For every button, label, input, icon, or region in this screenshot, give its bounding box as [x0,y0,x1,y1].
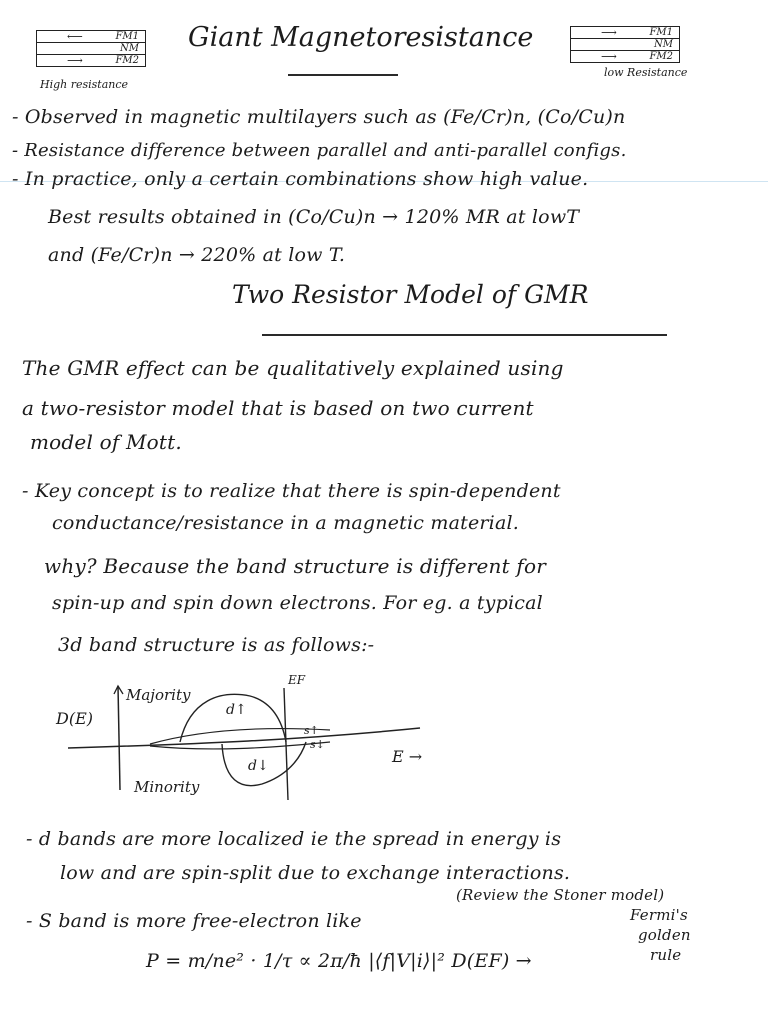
stoner-note: (Review the Stoner model) [456,886,665,904]
concept-line-1: - Key concept is to realize that there is spin-dependent [22,480,561,502]
fermi-level-line [284,688,288,800]
d-bands-line-2: low and are spin-split due to exchange interactions. [60,862,571,884]
fermi-note-1: Fermi's [630,906,688,924]
layer-label: FM2 [649,51,673,62]
y-axis-label: D(E) [56,709,93,728]
fermi-note-2: golden [638,926,691,944]
layer-label: FM2 [115,55,139,66]
ef-label: EF [288,673,306,687]
fermi-note-3: rule [650,946,682,964]
intro-bullet-1: - Observed in magnetic multilayers such as (Fe/Cr)n, (Co/Cu)n [12,106,626,128]
concept-line-2: conductance/resistance in a magnetic material. [52,512,519,534]
high-resistance-caption: High resistance [40,78,129,91]
x-axis-label: E → [392,747,423,766]
fermi-golden-rule-formula: P = m/ne² · 1/τ ∝ 2π/ħ |⟨f|V|i⟩|² D(EF) → [146,950,532,972]
arrow-left-icon: ⟵ [67,30,83,43]
paragraph-line-2: a two-resistor model that is based on two current [22,396,534,420]
intro-line-5: and (Fe/Cr)n → 220% at low T. [48,244,346,266]
concept-line-5: 3d band structure is as follows:- [58,634,375,656]
s-up-label: s↑ [304,724,319,737]
section-title: Two Resistor Model of GMR [232,280,589,309]
low-resistance-caption: low Resistance [604,66,688,79]
concept-line-4: spin-up and spin down electrons. For eg. a typical [52,592,543,614]
intro-bullet-2: - Resistance difference between parallel and anti-parallel configs. [12,140,627,161]
arrow-right-icon: ⟶ [601,50,617,63]
layer-label: NM [120,43,139,54]
s-band-line: - S band is more free-electron like [26,910,362,932]
intro-bullet-3: - In practice, only a certain combinations show high value. [12,168,589,190]
layer-label: NM [654,39,673,50]
minority-label: Minority [134,778,200,796]
d-bands-line-1: - d bands are more localized ie the spread in energy is [26,828,562,850]
y-axis [118,686,120,790]
paragraph-line-3: model of Mott. [30,430,182,454]
d-up-label: d↑ [226,702,247,718]
energy-axis [68,728,420,748]
concept-line-3: why? Because the band structure is different for [44,554,547,578]
page-title: Giant Magnetoresistance [188,22,534,53]
d-down-label: d↓ [248,758,269,774]
paragraph-line-1: The GMR effect can be qualitatively explained using [22,356,564,380]
layer-label: FM1 [649,27,673,38]
layer-label: FM1 [115,31,139,42]
intro-line-4: Best results obtained in (Co/Cu)n → 120% MR at lowT [48,206,580,228]
arrow-right-icon: ⟶ [601,26,617,39]
arrow-right-icon: ⟶ [67,54,83,67]
majority-label: Majority [126,686,191,704]
s-down-label: s↓ [310,738,325,751]
